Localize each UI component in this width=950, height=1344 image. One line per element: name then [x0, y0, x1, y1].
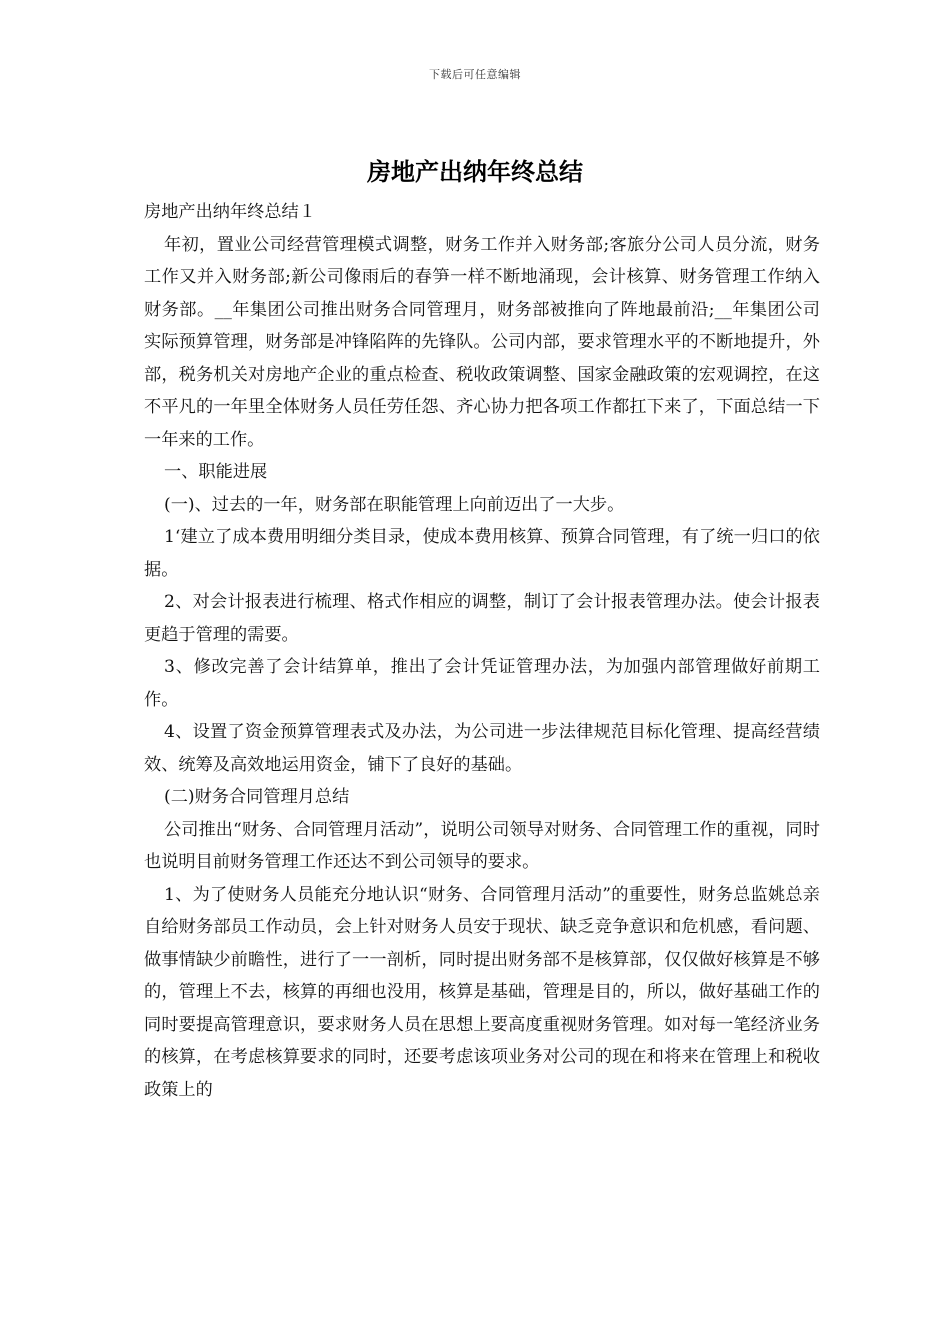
paragraph: 公司推出“财务、合同管理月活动”，说明公司领导对财务、合同管理工作的重视，同时也说明目前财务管理工作还达不到公司领导的要求。 — [144, 819, 820, 872]
list-item: 2、对会计报表进行梳理、格式作相应的调整，制订了会计报表管理办法。使会计报表更趋于管理的需要。 — [144, 592, 820, 645]
section-heading: 一、职能进展 — [164, 462, 268, 482]
list-item: 3、修改完善了会计结算单，推出了会计凭证管理办法，为加强内部管理做好前期工作。 — [144, 657, 820, 710]
list-item: 1‘建立了成本费用明细分类目录，使成本费用核算、预算合同管理，有了统一归口的依据。 — [144, 527, 820, 580]
subsection-heading: (一)、过去的一年，财务部在职能管理上向前迈出了一大步。 — [164, 494, 625, 515]
header-note: 下载后可任意编辑 — [429, 68, 521, 81]
paragraph: 年初，置业公司经营管理模式调整，财务工作并入财务部;客旅分公司人员分流，财务工作又并入财务部;新公司像雨后的春笋一样不断地涌现，会计核算、财务管理工作纳入财务部。__年集团公司推出财务合同管理月，财务部被推向了阵地最前沿;__年集团公司实际预算管理，财务部是冲锋陷阵的先锋队。公司内部，要求管理水平的不断地提升，外部，税务机关对房地产企业的重点检查、税收政策调整、国家金融政策的宏观调控，在这不平凡的一年里全体财务人员任劳任怨、齐心协力把各项工作都扛下来了，下面总结一下一年来的工作。 — [144, 234, 820, 450]
list-item: 4、设置了资金预算管理表式及办法，为公司进一步法律规范目标化管理、提高经营绩效、统筹及高效地运用资金，铺下了良好的基础。 — [144, 722, 820, 775]
list-item: 1、为了使财务人员能充分地认识“财务、合同管理月活动”的重要性，财务总监姚总亲自给财务部员工作动员，会上针对财务人员安于现状、缺乏竞争意识和危机感，看问题、做事情缺少前瞻性，进行了一一剖析，同时提出财务部不是核算部，仅仅做好核算是不够的，管理上不去，核算的再细也没用，核算是基础，管理是目的，所以，做好基础工作的同时要提高管理意识，要求财务人员在思想上要高度重视财务管理。如对每一笔经济业务的核算，在考虑核算要求的同时，还要考虑该项业务对公司的现在和将来在管理上和税收政策上的 — [144, 884, 820, 1100]
subsection-heading: (二)财务合同管理月总结 — [164, 787, 350, 807]
document-body — [144, 196, 820, 1106]
document-title: 房地产出纳年终总结 — [367, 157, 583, 186]
paragraph: 房地产出纳年终总结１ — [144, 202, 316, 222]
